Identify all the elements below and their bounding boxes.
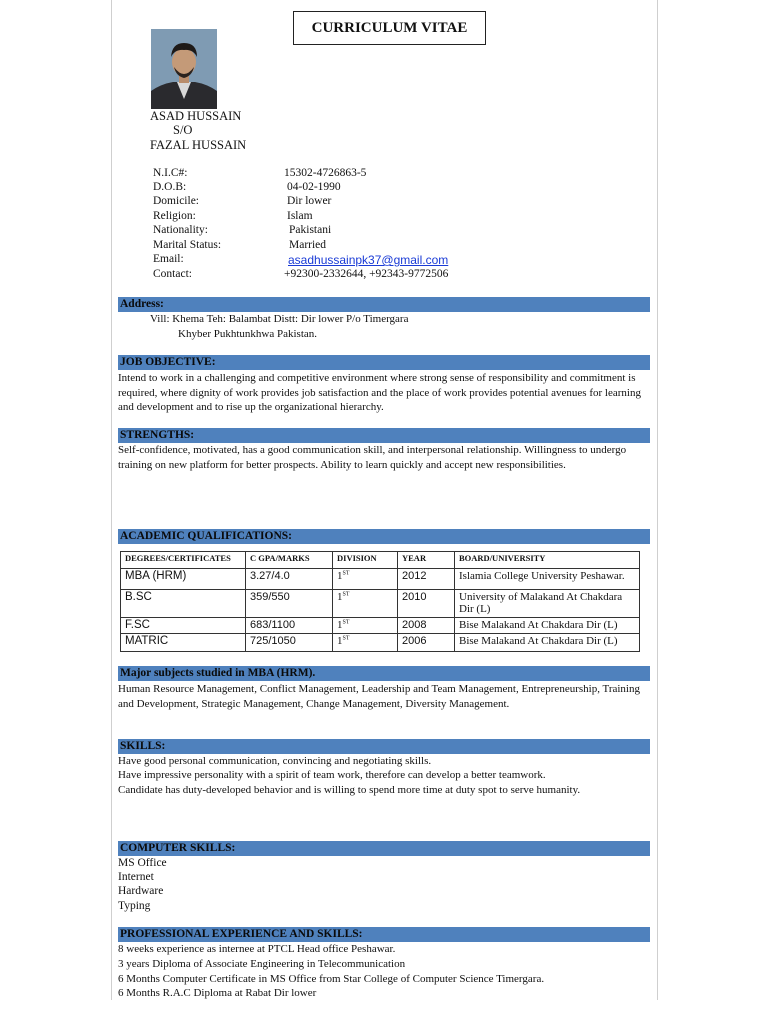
division-suffix: ST	[342, 619, 350, 626]
skill-line: Candidate has duty-developed behavior and is willing to spend more time at duty spot to serve humanity.	[118, 784, 581, 796]
division-value: 1	[337, 635, 343, 647]
computer-skill-item: Hardware	[118, 885, 164, 897]
computer-skill-item: Typing	[118, 900, 151, 912]
marks-cell: 683/1100	[246, 618, 333, 634]
division-cell	[333, 590, 398, 618]
info-value: Dir lower	[287, 195, 332, 207]
address-line-1: Vill: Khema Teh: Balambat Distt: Dir lower P/o Timergara	[150, 313, 409, 325]
mba-subjects-text: Human Resource Management, Conflict Management, Leadership and Team Management, Entrepreneurship, Training and Development, Strategic Management, Change Management, Diversity Management.	[118, 683, 640, 710]
table-row	[121, 569, 640, 590]
year-cell: 2006	[398, 634, 455, 652]
board-cell: Bise Malakand At Chakdara Dir (L)	[455, 634, 640, 652]
info-row-nationality	[153, 224, 613, 238]
experience-item: 3 years Diploma of Associate Engineering in Telecommunication	[118, 958, 406, 970]
experience-item: 8 weeks experience as internee at PTCL Head office Peshawar.	[118, 943, 396, 955]
info-label: Nationality:	[153, 224, 208, 236]
email-link[interactable]: asadhussainpk37@gmail.com	[288, 253, 449, 267]
table-row	[121, 590, 640, 618]
info-row-domicile	[153, 195, 613, 209]
candidate-name: ASAD HUSSAIN	[150, 109, 242, 123]
section-header-strengths: STRENGTHS:	[118, 428, 650, 443]
info-label: D.O.B:	[153, 181, 187, 193]
marks-cell: 725/1050	[246, 634, 333, 652]
info-value: Married	[289, 239, 327, 251]
strengths-text: Self-confidence, motivated, has a good communication skill, and interpersonal relationship. Willingness to undergo training on new platform for better prospects. Ability to learn quickly and accept new responsibilities.	[118, 444, 627, 471]
info-label: Domicile:	[153, 195, 199, 207]
year-cell: 2008	[398, 618, 455, 634]
experience-item: 6 Months R.A.C Diploma at Rabat Dir lower	[118, 987, 317, 999]
experience-item: 6 Months Computer Certificate in MS Office from Star College of Computer Science Timergara.	[118, 973, 545, 985]
skill-line: Have impressive personality with a spirit of team work, therefore can develop a better teamwork.	[118, 769, 546, 781]
degree-cell: F.SC	[121, 618, 246, 634]
person-photo-icon	[151, 29, 217, 109]
column-header: DEGREES/CERTIFICATES	[121, 552, 246, 569]
degree-cell: B.SC	[121, 590, 246, 618]
division-value: 1	[337, 591, 343, 603]
profile-photo	[151, 29, 217, 109]
table-row	[121, 634, 640, 652]
division-cell	[333, 634, 398, 652]
academic-table	[120, 551, 640, 652]
section-header-skills: SKILLS:	[118, 739, 650, 754]
column-header: C GPA/MARKS	[246, 552, 333, 569]
info-label: N.I.C#:	[153, 167, 188, 179]
info-label: Contact:	[153, 268, 192, 280]
son-of-label: S/O	[173, 123, 193, 137]
year-cell: 2012	[398, 569, 455, 590]
info-row-email	[153, 253, 613, 267]
column-header: YEAR	[398, 552, 455, 569]
degree-cell: MBA (HRM)	[121, 569, 246, 590]
section-header-academic: ACADEMIC QUALIFICATIONS:	[118, 529, 650, 544]
marks-cell: 359/550	[246, 590, 333, 618]
year-cell: 2010	[398, 590, 455, 618]
info-label: Marital Status:	[153, 239, 222, 251]
division-cell	[333, 569, 398, 590]
address-line-2: Khyber Pukhtunkhwa Pakistan.	[178, 328, 318, 340]
table-header-row	[121, 552, 640, 569]
division-cell	[333, 618, 398, 634]
computer-skill-item: MS Office	[118, 857, 167, 869]
division-value: 1	[337, 619, 343, 631]
board-cell: Bise Malakand At Chakdara Dir (L)	[455, 618, 640, 634]
board-cell: University of Malakand At Chakdara Dir (L)	[455, 590, 640, 618]
father-name: FAZAL HUSSAIN	[150, 138, 247, 152]
degree-cell: MATRIC	[121, 634, 246, 652]
info-value: Pakistani	[289, 224, 332, 236]
skill-line: Have good personal communication, convincing and negotiating skills.	[118, 755, 432, 767]
division-suffix: ST	[342, 570, 350, 577]
info-value: Islam	[287, 210, 313, 222]
cv-page	[111, 0, 658, 1000]
info-row-contact	[153, 268, 613, 282]
info-value: +92300-2332644, +92343-9772506	[284, 268, 449, 280]
info-value: 04-02-1990	[287, 181, 341, 193]
section-header-computer-skills: COMPUTER SKILLS:	[118, 841, 650, 856]
division-value: 1	[337, 570, 343, 582]
section-header-address: Address:	[118, 297, 650, 312]
job-objective-text: Intend to work in a challenging and competitive environment where strong sense of responsibility and commitment is required, where dignity of work provides job satisfaction and the place of work provides potential avenues for learning and development and to rise up the organizational hierarchy.	[118, 372, 641, 414]
info-value: 15302-4726863-5	[284, 167, 367, 179]
computer-skill-item: Internet	[118, 871, 154, 883]
division-suffix: ST	[342, 591, 350, 598]
division-suffix: ST	[342, 635, 350, 642]
section-header-job-objective: JOB OBJECTIVE:	[118, 355, 650, 370]
info-row-marital-status	[153, 239, 613, 253]
info-label: Email:	[153, 253, 184, 265]
board-cell: Islamia College University Peshawar.	[455, 569, 640, 590]
info-row-dob	[153, 181, 613, 195]
marks-cell: 3.27/4.0	[246, 569, 333, 590]
section-header-experience: PROFESSIONAL EXPERIENCE AND SKILLS:	[118, 927, 650, 942]
info-row-religion	[153, 210, 613, 224]
column-header: DIVISION	[333, 552, 398, 569]
section-header-mba-subjects: Major subjects studied in MBA (HRM).	[118, 666, 650, 681]
table-row	[121, 618, 640, 634]
column-header: BOARD/UNIVERSITY	[455, 552, 640, 569]
document-title: CURRICULUM VITAE	[293, 11, 486, 45]
info-row-nic	[153, 167, 613, 181]
info-label: Religion:	[153, 210, 196, 222]
